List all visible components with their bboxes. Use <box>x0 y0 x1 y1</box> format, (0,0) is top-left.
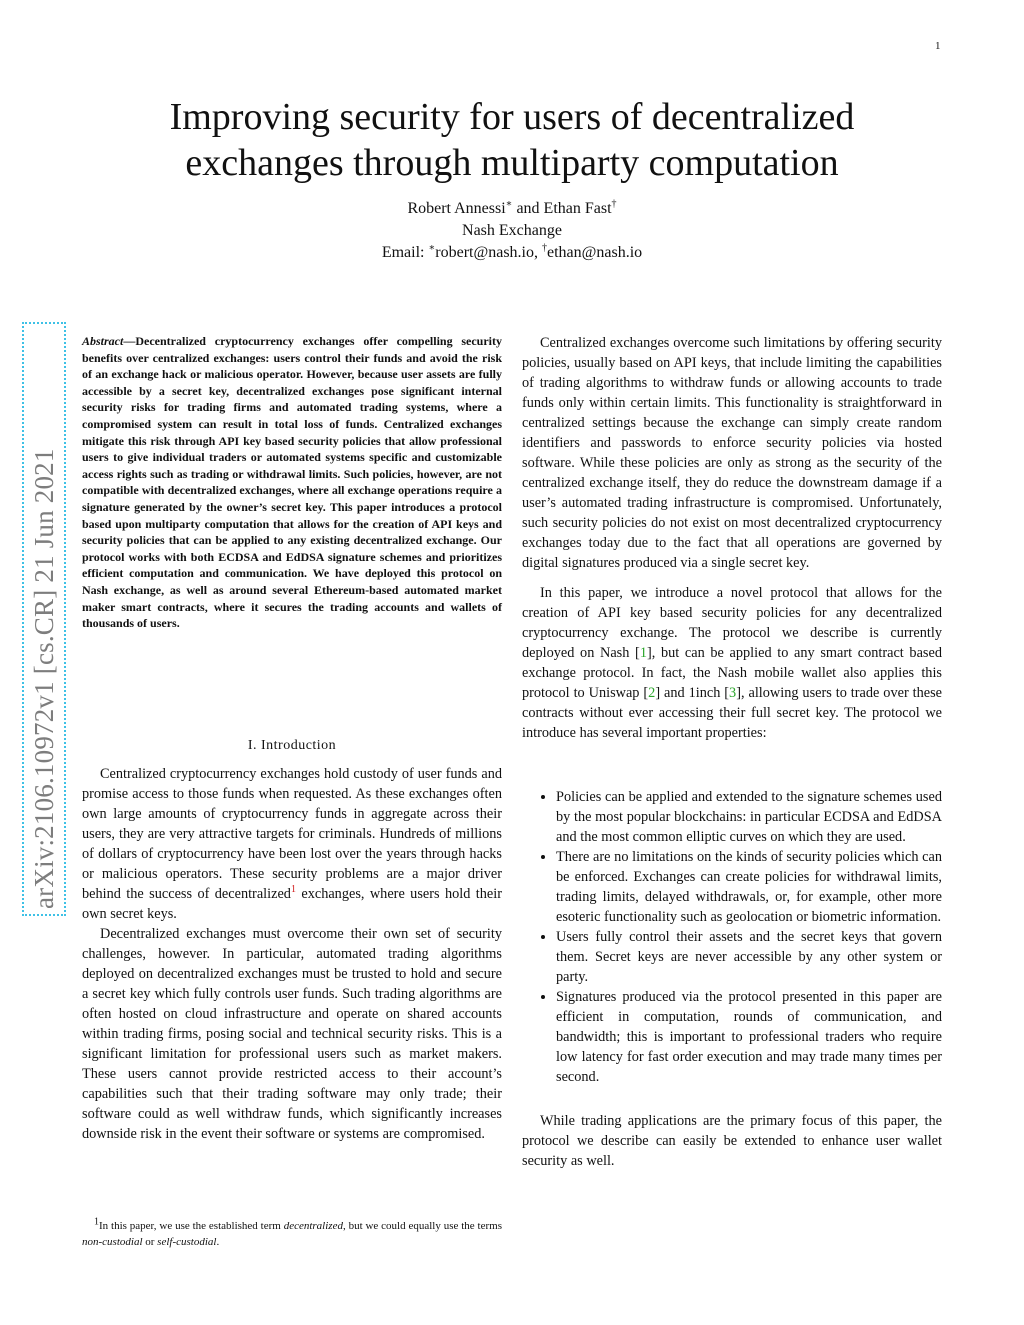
list-item: • Signatures produced via the protocol presented in this paper are efficient in computation, rounds of communication, and bandwidth; this is important to professional traders who require low latency for fast order execution and may trade many times per second. <box>556 987 942 1087</box>
paragraph: Decentralized exchanges must overcome their own set of security challenges, however. In particular, automated trading algorithms deployed on decentralized exchanges must be trusted to hold and secure a secret key which fully controls user funds. Such trading algorithms are often hosted on cloud infrastructure and operate on shared accounts within trading firms, posing social and technical security risks. This is a significant limitation for professional users such as market makers. These users cannot provide restricted access to their account’s capabilities such that their trading software may only trade; their software could as well withdraw funds, which significantly increases downside risk in the event their software or systems are compromised. <box>82 926 502 1142</box>
arxiv-stamp[interactable] <box>22 322 66 916</box>
email-1-mark: ∗ <box>428 242 436 254</box>
paragraph-text: ], allowing users to trade over these contracts without ever accessing their full secret key. The protocol we introduce has several important properties: <box>522 685 943 741</box>
abstract-text: —Decentralized cryptocurrency exchanges offer compelling security benefits over centralized exchanges: users control their funds and avoid the risk of an exchange hack or malicious operator. However, because user assets are fully accessible by a secret key, decentralized exchanges pose significant internal security risks for trading firms and automated trading systems, where a compromised system can result in total loss of funds. Centralized exchanges mitigate this risk through API key based security policies that allow professional users to give individual traders or automated systems specific and customizable access rights such as trading or withdrawal limits. Such policies, however, are not compatible with decentralized exchanges, where all exchange operations require a signature generated by the owner’s secret key. This paper introduces a protocol based upon multiparty computation that allows for the creation of API keys and security policies that can be applied to any existing decentralized exchange. Our protocol works with both ECDSA and EdDSA signature schemes and prioritizes efficient computation and communication. We have deployed this protocol on Nash exchange, as well as around several Ethereum-based automated market maker smart contracts, where it secures the trading accounts and wallets of thousands of users. <box>82 334 502 631</box>
title-line-1: Improving security for users of decentralized <box>169 96 855 138</box>
page-number: 1 <box>935 40 941 52</box>
footnote-number: 1 <box>94 1216 99 1228</box>
right-column-body <box>522 333 942 1171</box>
footnote-text: In this paper, we use the established term <box>99 1220 284 1232</box>
author-1-mark: ∗ <box>505 198 513 210</box>
paragraph-text: Centralized cryptocurrency exchanges hold custody of user funds and promise access to those funds when requested. As these exchanges often own large amounts of cryptocurrency funds in aggregate across their users, they are very attractive targets for criminals. Hundreds of millions of dollars of cryptocurrency have been lost over the years through hacks or malicious operators. These security problems are a major driver behind the success of decentralized <box>82 766 502 902</box>
abstract <box>82 333 502 632</box>
footnote-term: self-custodial <box>157 1236 217 1248</box>
citation-link[interactable]: 2 <box>648 685 656 701</box>
paragraph <box>82 764 502 924</box>
left-column-body <box>82 764 502 1144</box>
paragraph: Centralized exchanges overcome such limitations by offering security policies, usually based on API keys, that include limiting the capabilities of trading algorithms to withdraw funds or allowing accounts to trade funds only within certain limits. This functionality is straightforward in centralized settings because the exchange can simply create random identifiers and passwords to enforce security policies via hosted software. While these policies are only as strong as the security of the centralized exchange itself, they do reduce the downstream damage if a user’s automated trading infrastructure is compromised. Unfortunately, such security policies do not exist on most decentralized cryptocurrency exchanges today due to the fact that all operations are governed by digital signatures produced via a single secret key. <box>522 335 942 571</box>
email-2-mark: † <box>542 242 547 254</box>
citation-link[interactable]: 1 <box>639 645 647 661</box>
footnote-term: decentralized <box>283 1220 343 1232</box>
footnote-marker[interactable]: 1 <box>290 884 296 896</box>
paragraph-text: ] and 1inch [ <box>655 685 730 701</box>
email-1[interactable]: robert@nash.io, <box>435 244 542 261</box>
paragraph <box>522 583 942 743</box>
author-names <box>60 198 964 220</box>
affiliation: Nash Exchange <box>462 222 562 239</box>
footnote-term: non-custodial <box>82 1236 143 1248</box>
footnote-text: , but we could equally use the terms <box>342 1220 502 1232</box>
author-block <box>60 198 964 264</box>
list-item: • Users fully control their assets and the secret keys that govern them. Secret keys are never accessible by any other system or party. <box>556 927 942 987</box>
author-2-mark: † <box>611 198 617 210</box>
citation-link[interactable]: 3 <box>729 685 737 701</box>
arxiv-identifier: arXiv:2106.10972v1 [cs.CR] 21 Jun 2021 <box>29 448 59 909</box>
author-1: Robert Annessi <box>407 200 506 217</box>
email-label: Email: <box>381 244 429 261</box>
paper-title <box>60 94 964 186</box>
section-heading-introduction: I. Introduction <box>247 738 337 753</box>
email-line <box>60 242 964 264</box>
footnote-text: or <box>142 1236 158 1248</box>
author-2: and Ethan Fast <box>512 200 612 217</box>
paragraph-text: exchanges, where users hold their own secret keys. <box>82 886 502 922</box>
footnote-text: . <box>216 1236 220 1248</box>
email-2[interactable]: ethan@nash.io <box>547 244 643 261</box>
properties-list <box>522 787 942 1087</box>
paragraph: While trading applications are the primary focus of this paper, the protocol we describe can easily be extended to enhance user wallet security as well. <box>522 1113 942 1169</box>
title-line-2: exchanges through multiparty computation <box>185 142 839 184</box>
paragraph-text: In this paper, we introduce a novel protocol that allows for the creation of API key based security policies for any decentralized cryptocurrency exchange. The protocol we describe is currently deployed on Nash [ <box>522 585 942 661</box>
footnote <box>82 1218 502 1250</box>
abstract-label: Abstract <box>82 334 124 348</box>
list-item: • There are no limitations on the kinds of security policies which can be enforced. Exchanges can create policies for withdrawal limits, trading limits, delayed withdrawals, or, for example, other more esoteric functionality such as geolocation or biometric information. <box>556 847 942 927</box>
list-item: • Policies can be applied and extended to the signature schemes used by the most popular blockchains: in particular ECDSA and EdDSA and the most common elliptic curves on which they are used. <box>556 787 942 847</box>
paragraph-text: ], but can be applied to any smart contract based exchange protocol. In fact, the Nash mobile wallet also applies this protocol to Uniswap [ <box>522 645 942 701</box>
